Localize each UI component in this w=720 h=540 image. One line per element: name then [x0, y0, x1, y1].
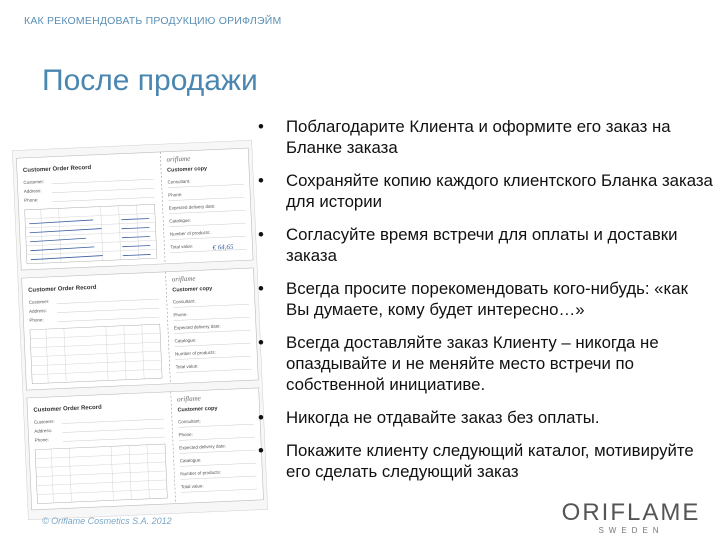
svg-text:Phone:: Phone: — [168, 192, 183, 198]
svg-text:Consultant:: Consultant: — [177, 418, 201, 425]
bullet-icon: • — [258, 117, 264, 136]
copyright: © Oriflame Cosmetics S.A. 2012 — [42, 516, 172, 526]
order-form-slip — [27, 388, 264, 510]
svg-text:Customer copy: Customer copy — [177, 405, 218, 414]
svg-text:Consultant:: Consultant: — [172, 298, 196, 305]
svg-text:Phone:: Phone: — [29, 317, 44, 323]
svg-text:Phone:: Phone: — [173, 311, 188, 318]
bullet-item — [258, 332, 713, 395]
svg-text:oriflame: oriflame — [176, 394, 201, 404]
svg-text:Number of products:: Number of products: — [180, 469, 222, 477]
svg-text:Customer Order Record: Customer Order Record — [22, 164, 92, 174]
svg-text:Total value:: Total value: — [175, 363, 199, 370]
svg-text:Phone:: Phone: — [24, 197, 39, 203]
bullet-item — [258, 170, 713, 212]
bullet-item — [258, 407, 713, 428]
svg-text:Phone:: Phone: — [178, 431, 193, 438]
bullet-text: Сохраняйте копию каждого клиентского Бланка заказа для истории — [286, 171, 713, 211]
svg-text:Address:: Address: — [28, 308, 47, 314]
svg-text:Phone:: Phone: — [34, 437, 50, 443]
bullet-item — [258, 278, 713, 320]
svg-text:Expected delivery date:: Expected delivery date: — [173, 323, 221, 331]
svg-text:Address:: Address: — [34, 427, 53, 434]
oriflame-logo — [556, 498, 706, 536]
page-title: После продажи — [42, 64, 258, 97]
bullet-text: Всегда доставляйте заказ Клиенту – никогда не опаздывайте и не меняйте место встречи по собственной инициативе. — [286, 333, 659, 394]
order-forms-image — [12, 140, 268, 520]
bullet-icon: • — [258, 408, 264, 427]
bullet-text: Покажите клиенту следующий каталог, мотивируйте его сделать следующий заказ — [286, 441, 694, 481]
svg-text:Total value:: Total value: — [180, 483, 204, 490]
svg-text:Customer:: Customer: — [23, 179, 45, 185]
svg-text:Catalogue:: Catalogue: — [174, 337, 197, 344]
svg-text:Customer Order Record: Customer Order Record — [28, 284, 97, 294]
svg-text:Customer copy: Customer copy — [166, 165, 208, 174]
logo-wordmark: ORIFLAME — [561, 499, 701, 526]
bullet-text: Никогда не отдавайте заказ без оплаты. — [286, 408, 600, 427]
bullet-icon: • — [258, 171, 264, 190]
bullet-text: Всегда просите порекомендовать кого-нибудь: «как Вы думаете, кому будет интересно…» — [286, 279, 688, 319]
svg-text:oriflame: oriflame — [171, 274, 196, 284]
svg-text:Number of products:: Number of products: — [174, 349, 216, 357]
svg-text:Expected delivery date:: Expected delivery date: — [168, 203, 216, 211]
kicker: КАК РЕКОМЕНДОВАТЬ ПРОДУКЦИЮ ОРИФЛЭЙМ — [24, 15, 282, 27]
bullet-item — [258, 116, 713, 158]
bullet-text: Поблагодарите Клиента и оформите его заказ на Бланке заказа — [286, 117, 671, 157]
bullet-icon: • — [258, 225, 264, 244]
svg-text:Expected delivery date:: Expected delivery date: — [179, 443, 227, 451]
svg-text:Number of products:: Number of products: — [169, 229, 211, 237]
bullet-icon: • — [258, 279, 264, 298]
bullet-item — [258, 440, 713, 482]
svg-text:Catalogue:: Catalogue: — [179, 457, 202, 464]
bullet-item — [258, 224, 713, 266]
bullet-icon: • — [258, 333, 264, 352]
svg-text:€ 64,65: € 64,65 — [212, 242, 234, 252]
logo-subtext: SWEDEN — [598, 526, 664, 535]
svg-text:Catalogue:: Catalogue: — [169, 217, 192, 224]
svg-text:oriflame: oriflame — [166, 154, 191, 164]
svg-text:Customer Order Record: Customer Order Record — [33, 404, 102, 414]
bullet-text: Согласуйте время встречи для оплаты и доставки заказа — [286, 225, 678, 265]
svg-text:Address:: Address: — [23, 188, 42, 194]
svg-text:Customer copy: Customer copy — [172, 285, 213, 294]
order-form-slip — [16, 148, 253, 270]
svg-text:Consultant:: Consultant: — [167, 178, 191, 185]
bullet-icon: • — [258, 441, 264, 460]
bullet-list — [258, 116, 713, 494]
svg-text:Total value:: Total value: — [170, 243, 194, 250]
order-form-slip — [22, 268, 259, 390]
svg-text:Customer:: Customer: — [33, 418, 55, 425]
svg-text:Customer:: Customer: — [28, 298, 50, 305]
